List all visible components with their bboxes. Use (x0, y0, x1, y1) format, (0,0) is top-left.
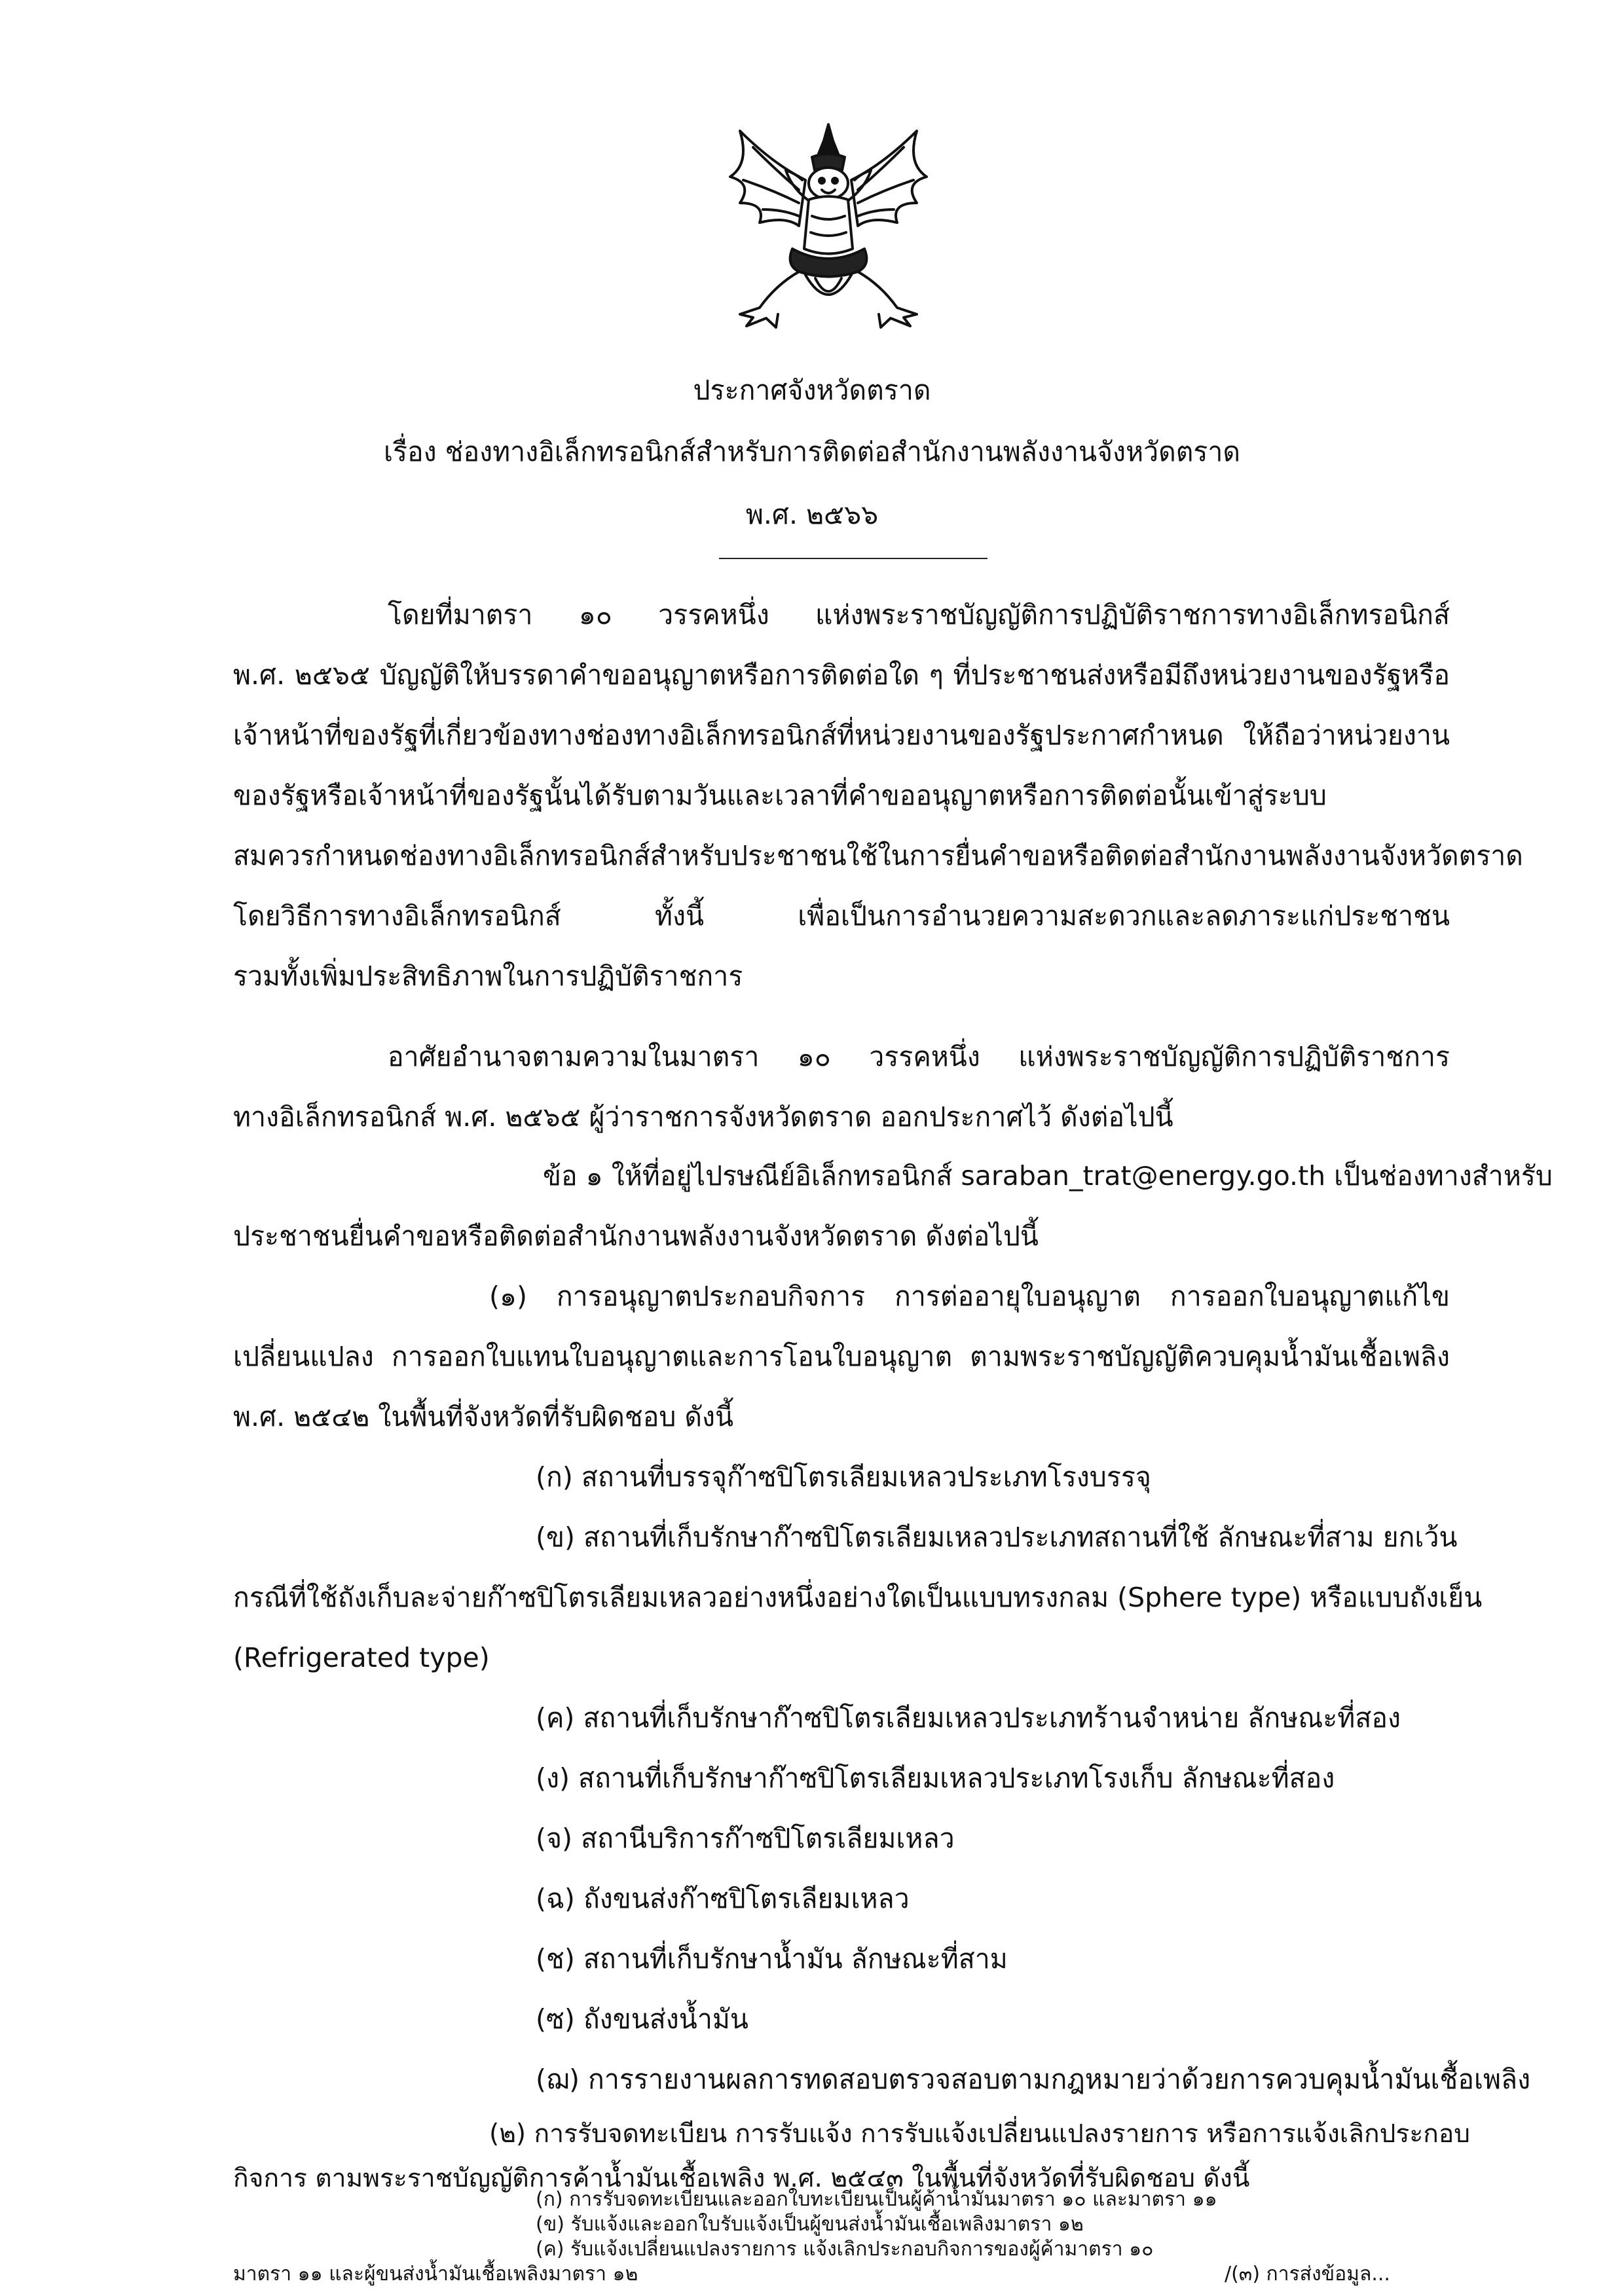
item-line: (๑) การอนุญาตประกอบกิจการ การต่ออายุใบอนุญาต การออกใบอนุญาตแก้ไข (489, 1281, 1450, 1312)
body-line: โดยที่มาตรา ๑๐ วรรคหนึ่ง แห่งพระราชบัญญัติการปฏิบัติราชการทางอิเล็กทรอนิกส์ (388, 599, 1450, 630)
title-divider (719, 558, 987, 559)
announcement-year: พ.ศ. ๒๕๖๖ (745, 499, 879, 530)
sub-item-line: (ก) การรับจดทะเบียนและออกใบทะเบียนเป็นผู้ค้าน้ำมันมาตรา ๑๐ และมาตรา ๑๑ (536, 2188, 1217, 2211)
announcement-subject: เรื่อง ช่องทางอิเล็กทรอนิกส์สำหรับการติดต่อสำนักงานพลังงานจังหวัดตราด (383, 436, 1241, 467)
announcement-title: ประกาศจังหวัดตราด (693, 374, 931, 406)
clause-line: ประชาชนยื่นคำขอหรือติดต่อสำนักงานพลังงานจังหวัดตราด ดังต่อไปนี้ (233, 1220, 1039, 1252)
item-line: เปลี่ยนแปลง การออกใบแทนใบอนุญาตและการโอนใบอนุญาต ตามพระราชบัญญัติควบคุมน้ำมันเชื้อเพลิง (233, 1341, 1450, 1372)
sub-item-line: (Refrigerated type) (233, 1642, 490, 1673)
body-line: สมควรกำหนดช่องทางอิเล็กทรอนิกส์สำหรับประชาชนใช้ในการยื่นคำขอหรือติดต่อสำนักงานพลังงานจังหวัดตราด (233, 840, 1523, 871)
sub-item-line: (ฌ) การรายงานผลการทดสอบตรวจสอบตามกฎหมายว่าด้วยการควบคุมน้ำมันเชื้อเพลิง (536, 2064, 1531, 2095)
sub-item-line: (ข) รับแจ้งและออกใบรับแจ้งเป็นผู้ขนส่งน้ำมันเชื้อเพลิงมาตรา ๑๒ (536, 2213, 1084, 2236)
sub-item-line: (ค) รับแจ้งเปลี่ยนแปลงรายการ แจ้งเลิกประกอบกิจการของผู้ค้ามาตรา ๑๐ (536, 2238, 1154, 2261)
clause-line: ข้อ ๑ ให้ที่อยู่ไปรษณีย์อิเล็กทรอนิกส์ saraban_trat@energy.go.th เป็นช่องทางสำหรับ (543, 1160, 1553, 1192)
body-line: อาศัยอำนาจตามความในมาตรา ๑๐ วรรคหนึ่ง แห่งพระราชบัญญัติการปฏิบัติราชการ (388, 1041, 1450, 1072)
sub-item-line: มาตรา ๑๑ และผู้ขนส่งน้ำมันเชื้อเพลิงมาตรา ๑๒ (233, 2263, 638, 2286)
item-line: พ.ศ. ๒๕๔๒ ในพื้นที่จังหวัดที่รับผิดชอบ ดังนี้ (233, 1401, 734, 1432)
body-line: เจ้าหน้าที่ของรัฐที่เกี่ยวข้องทางช่องทางอิเล็กทรอนิกส์ที่หน่วยงานของรัฐประกาศกำหนด ให้ถือว่าหน่วยงาน (233, 720, 1450, 751)
sub-item-line: (ซ) ถังขนส่งน้ำมัน (536, 2003, 748, 2035)
sub-item-line: (จ) สถานีบริการก๊าซปิโตรเลียมเหลว (536, 1823, 955, 1854)
item-line: (๒) การรับจดทะเบียน การรับแจ้ง การรับแจ้งเปลี่ยนแปลงรายการ หรือการแจ้งเลิกประกอบ (489, 2119, 1471, 2149)
body-line: ทางอิเล็กทรอนิกส์ พ.ศ. ๒๕๖๕ ผู้ว่าราชการจังหวัดตราด ออกประกาศไว้ ดังต่อไปนี้ (233, 1101, 1173, 1133)
continuation-marker: /(๓) การส่งข้อมูล... (1225, 2263, 1390, 2286)
body-line: รวมทั้งเพิ่มประสิทธิภาพในการปฏิบัติราชการ (233, 960, 743, 992)
item-line: กิจการ ตามพระราชบัญญัติการค้าน้ำมันเชื้อเพลิง พ.ศ. ๒๕๔๓ ในพื้นที่จังหวัดที่รับผิดชอบ ดังนี้ (233, 2164, 1250, 2193)
sub-item-line: (ก) สถานที่บรรจุก๊าซปิโตรเลียมเหลวประเภทโรงบรรจุ (536, 1461, 1151, 1493)
sub-item-line: (ง) สถานที่เก็บรักษาก๊าซปิโตรเลียมเหลวประเภทโรงเก็บ ลักษณะที่สอง (536, 1762, 1335, 1794)
sub-item-line: (ช) สถานที่เก็บรักษาน้ำมัน ลักษณะที่สาม (536, 1943, 1008, 1975)
sub-item-line: (ข) สถานที่เก็บรักษาก๊าซปิโตรเลียมเหลวประเภทสถานที่ใช้ ลักษณะที่สาม ยกเว้น (536, 1522, 1458, 1553)
body-line: โดยวิธีการทางอิเล็กทรอนิกส์ ทั้งนี้ เพื่อเป็นการอำนวยความสะดวกและลดภาระแก่ประชาชน (233, 900, 1450, 932)
sub-item-line: (ฉ) ถังขนส่งก๊าซปิโตรเลียมเหลว (536, 1883, 910, 1914)
garuda-emblem (714, 118, 943, 340)
body-line: ของรัฐหรือเจ้าหน้าที่ของรัฐนั้นได้รับตามวันและเวลาที่คำขออนุญาตหรือการติดต่อนั้นเข้าสู่ระบบ (233, 780, 1327, 811)
body-line: พ.ศ. ๒๕๖๕ บัญญัติให้บรรดาคำขออนุญาตหรือการติดต่อใด ๆ ที่ประชาชนส่งหรือมีถึงหน่วยงานของรัฐหรือ (233, 659, 1450, 691)
sub-item-line: กรณีที่ใช้ถังเก็บละจ่ายก๊าซปิโตรเลียมเหลวอย่างหนึ่งอย่างใดเป็นแบบทรงกลม (Sphere type) หรือแบบถังเย็น (233, 1582, 1483, 1613)
sub-item-line: (ค) สถานที่เก็บรักษาก๊าซปิโตรเลียมเหลวประเภทร้านจำหน่าย ลักษณะที่สอง (536, 1702, 1401, 1734)
